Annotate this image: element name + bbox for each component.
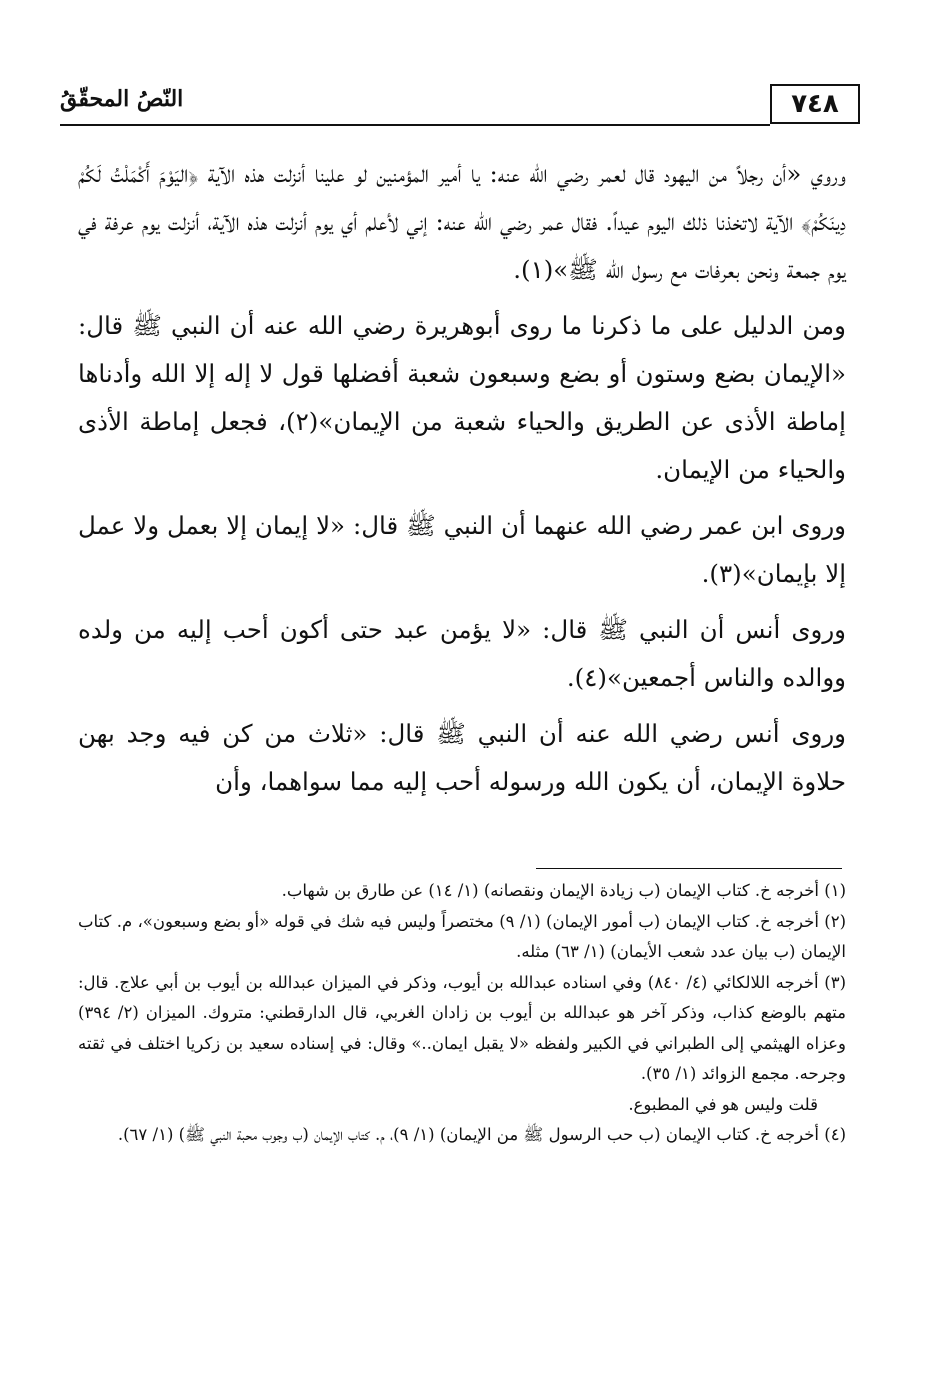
footnote: (٤) أخرجه خ. كتاب الإيمان (ب حب الرسول ﷺ من الإيمان) (١/ ٩)، م. كتاب الإيمان (ب وجوب محبة النبي ﷺ) (١/ ٦٧). — [117, 1125, 846, 1144]
footnote: (١) أخرجه خ. كتاب الإيمان (ب زيادة الإيمان ونقصانه) (١/ ١٤) عن طارق بن شهاب. — [281, 881, 846, 900]
footnote-separator — [536, 868, 842, 869]
main-text — [78, 150, 846, 814]
header-rule — [60, 124, 770, 126]
running-title: النّصُ المحقّقُ — [60, 86, 184, 112]
paragraph: وروى أنس رضي الله عنه أن النبي ﷺ قال: «ثلاث من كن فيه وجد بهن حلاوة الإيمان، أن يكون الله ورسوله أحب إليه مما سواهما، وأن — [78, 719, 846, 796]
footnotes — [78, 876, 846, 1151]
paragraph: وروى ابن عمر رضي الله عنهما أن النبي ﷺ قال: «لا إيمان إلا بعمل ولا عمل إلا بإيمان»(٣). — [78, 511, 846, 588]
footnote: (٣) أخرجه اللالكائي (٤/ ٨٤٠) وفي اسناده عبدالله بن أيوب، وذكر في الميزان عبدالله بن أيوب بن أبي علاج. قال: متهم بالوضع كذاب، وذكر آخر هو عبدالله بن أيوب بن زادان الغربي، قال الدارقطني: متروك. الميزان (٢/ ٣٩٤) وعزاه الهيثمي إلى الطبراني في الكبير ولفظه «لا يقبل ايمان..» وقال: في إسناده سعيد بن زكريا اختلف في ثقته وجرحه. مجمع الزوائد (١/ ٣٥). — [78, 972, 846, 1083]
page-number: ٧٤٨ — [770, 84, 860, 124]
footnote: (٢) أخرجه خ. كتاب الإيمان (ب أمور الإيمان) (١/ ٩) مختصراً وليس فيه شك في قوله «أو بضع وسبعون»، م. كتاب الإيمان (ب بيان عدد شعب الأيمان) (١/ ٦٣) مثله. — [78, 911, 846, 961]
footnote-note: قلت وليس هو في المطبوع. — [628, 1094, 818, 1114]
paragraph: ومن الدليل على ما ذكرنا ما روى أبوهريرة رضي الله عنه أن النبي ﷺ قال: «الإيمان بضع وستون أو بضع وسبعون شعبة أفضلها قول لا إله إلا الله وأدناها إماطة الأذى عن الطريق والحياء شعبة من الإيمان»(٢)، فجعل إماطة الأذى والحياء من الإيمان. — [78, 311, 846, 484]
page-header — [60, 78, 860, 132]
paragraph: وروي «أن رجلاً من اليهود قال لعمر رضي الله عنه: يا أمير المؤمنين لو علينا أنزلت هذه الآية ﴿اليَوْمَ أَكْمَلْتُ لَكُمْ دِينَكُمْ﴾ الآية لاتخذنا ذلك اليوم عيداً. فقال عمر رضي الله عنه: إني لأعلم أي يوم أنزلت هذه الآية، أنزلت يوم عرفة في يوم جمعة ونحن بعرفات مع رسول الله ﷺ»(١). — [78, 159, 846, 284]
paragraph: وروى أنس أن النبي ﷺ قال: «لا يؤمن عبد حتى أكون أحب إليه من ولده ووالده والناس أجمعين»(٤). — [78, 615, 846, 692]
